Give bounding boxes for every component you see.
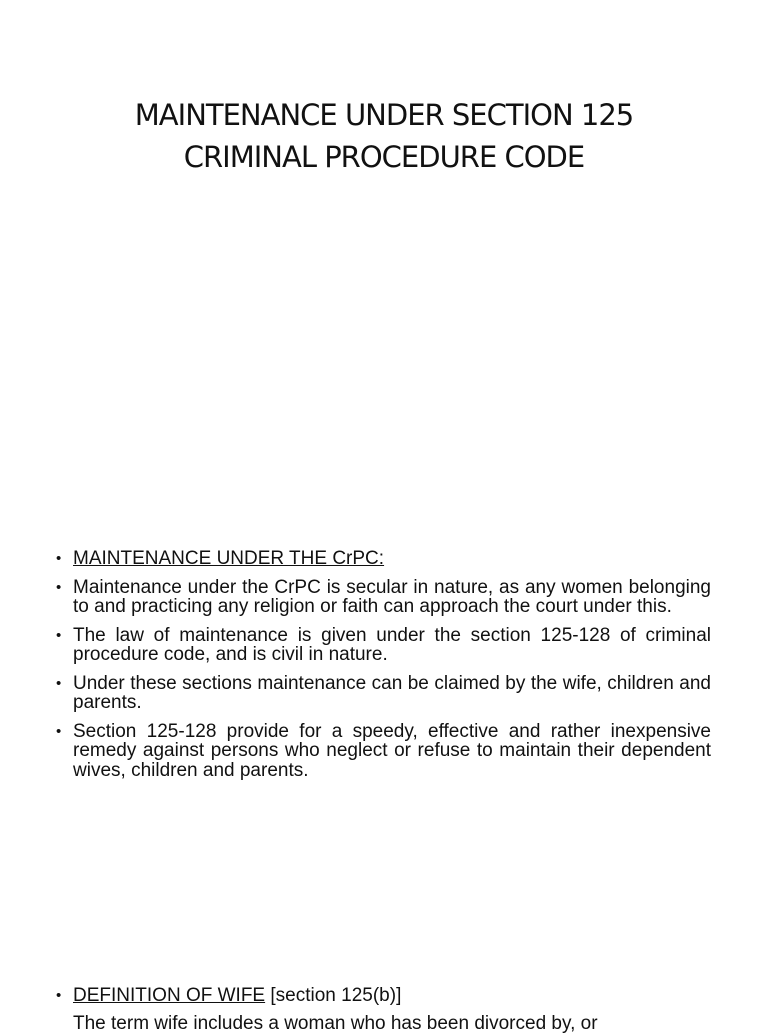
- maintenance-bullet-list: [56, 549, 711, 789]
- bullet-icon: •: [56, 550, 62, 567]
- bullet-icon: •: [56, 674, 62, 692]
- section-reference: [section 125(b)]: [265, 985, 402, 1006]
- list-item: [56, 986, 711, 1006]
- bullet-icon: •: [56, 987, 62, 1004]
- bullet-icon: •: [56, 626, 62, 644]
- list-item: [56, 549, 711, 569]
- slide-title-line-2: CRIMINAL PROCEDURE CODE: [183, 140, 585, 174]
- section-heading: MAINTENANCE UNDER THE CrPC:: [73, 548, 385, 569]
- list-item: [56, 626, 711, 665]
- bullet-icon: •: [56, 578, 62, 596]
- slide-title: [0, 94, 768, 178]
- list-item: [56, 578, 711, 617]
- bullet-text: Section 125-128 provide for a speedy, effective and rather inexpensive remedy against persons who neglect or refuse to maintain their dependent wives, children and parents.: [73, 720, 711, 781]
- bullet-text: Under these sections maintenance can be claimed by the wife, children and parents.: [73, 672, 711, 713]
- list-item: [56, 674, 711, 713]
- bullet-icon: •: [56, 722, 62, 740]
- partial-text-line: The term wife includes a woman who has been divorced by, or: [73, 1014, 598, 1034]
- slide-title-line-1: MAINTENANCE UNDER SECTION 125: [134, 98, 634, 132]
- wife-definition-bullet-list: [56, 986, 711, 1015]
- bullet-text: The law of maintenance is given under the section 125-128 of criminal procedure code, and is civil in nature.: [73, 624, 711, 665]
- bullet-text: Maintenance under the CrPC is secular in nature, as any women belonging to and practicing any religion or faith can approach the court under this.: [73, 576, 711, 617]
- list-item: [56, 722, 711, 781]
- section-heading: DEFINITION OF WIFE: [73, 985, 266, 1006]
